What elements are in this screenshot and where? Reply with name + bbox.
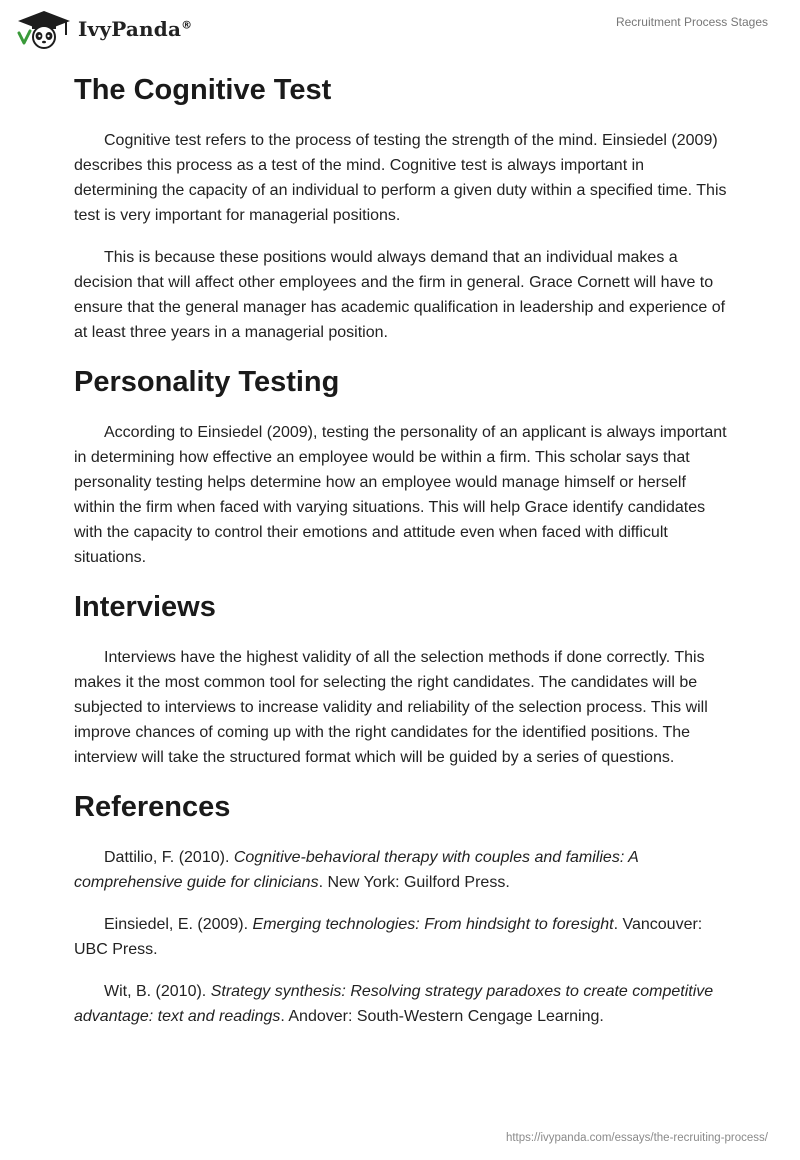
paragraph: According to Einsiedel (2009), testing the personality of an applicant is always important in determining how effective an employee would be within a firm. This scholar says that personality testing helps determine how an employee would manage himself or herself within the firm when faced with varying situations. This will help Grace identify candidates with the capacity to control their emotions and attitude even when faced with difficult situations. [74,424,727,566]
document-title: Recruitment Process Stages [615,15,768,29]
section-heading: References [74,791,231,823]
reference-item: Wit, B. (2010). Strategy synthesis: Resolving strategy paradoxes to create competitive advantage: text and readings. Andover: South-Western Cengage Learning. [74,983,714,1025]
section-personality-testing [74,360,730,570]
section-references [74,785,730,1029]
section-cognitive-test [74,68,730,345]
reference-item: Dattilio, F. (2010). Cognitive-behavioral therapy with couples and families: A comprehensive guide for clinicians. New York: Guilford Press. [74,849,639,891]
paragraph: Cognitive test refers to the process of testing the strength of the mind. Einsiedel (2009) describes this process as a test of the mind. Cognitive test is always important in determining the capacity of an individual to perform a given duty within a specified time. This test is very important for managerial positions. [74,132,727,224]
reference-item: Einsiedel, E. (2009). Emerging technologies: From hindsight to foresight. Vancouver: UBC Press. [74,916,703,958]
reference-title: Emerging technologies: From hindsight to foresight [252,916,614,933]
ivypanda-logo[interactable] [16,9,192,49]
section-interviews [74,585,730,770]
essay-body [74,68,730,1029]
reference-title: Cognitive-behavioral therapy with couples and families: A comprehensive guide for clinicians [74,849,639,891]
paragraph: Interviews have the highest validity of all the selection methods if done correctly. This makes it the most common tool for selecting the right candidates. The candidates will be subjected to interviews to increase validity and reliability of the selection process. This will improve chances of coming up with the right candidates for the identified positions. The interview will take the structured format which will be guided by a series of questions. [74,649,708,766]
section-heading: Interviews [74,591,216,623]
page-header [0,0,800,60]
logo-wordmark: IvyPanda® [78,17,193,41]
section-heading: The Cognitive Test [74,74,332,106]
panda-graduate-icon [16,9,72,49]
source-url-link[interactable]: https://ivypanda.com/essays/the-recruiting-process/ [505,1132,768,1144]
reference-title: Strategy synthesis: Resolving strategy paradoxes to create competitive advantage: text and readings [74,983,714,1025]
paragraph: This is because these positions would always demand that an individual makes a decision that will affect other employees and the firm in general. Grace Cornett will have to ensure that the general manager has academic qualification in leadership and experience of at least three years in a managerial position. [74,249,726,341]
section-heading: Personality Testing [74,366,340,398]
